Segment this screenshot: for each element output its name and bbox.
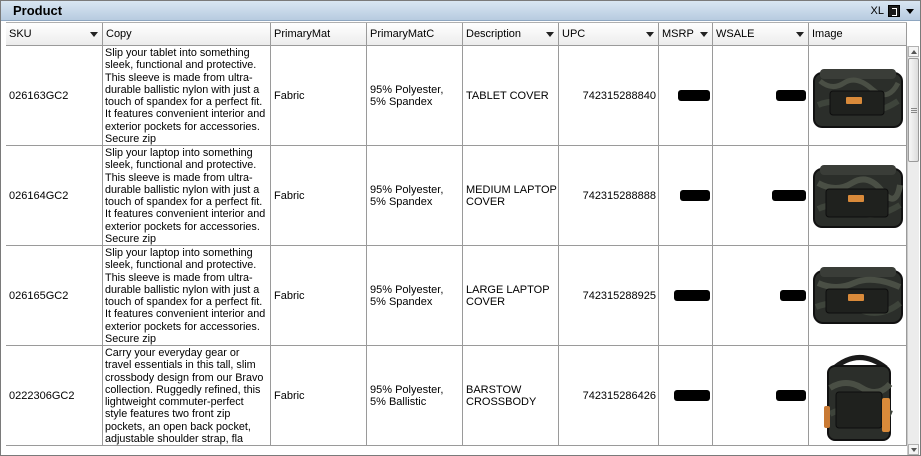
vertical-scrollbar[interactable]	[907, 46, 919, 455]
cell-sku[interactable]: 026165GC2	[6, 246, 103, 345]
cell-description[interactable]: MEDIUM LAPTOP COVER	[463, 146, 559, 245]
redaction-mark	[780, 290, 806, 301]
cell-copy[interactable]: Slip your laptop into something sleek, functional and protective. This sleeve is made from ultra-durable ballistic nylon with just a touch of spandex for a perfect fit. It features convenient interior and exterior pockets for accessories. Secure zip	[103, 146, 271, 245]
column-header-primarymatc[interactable]	[367, 23, 463, 46]
bag-photo	[812, 348, 904, 444]
cell-primarymatc[interactable]: 95% Polyester, 5% Spandex	[367, 146, 463, 245]
column-label: UPC	[562, 28, 586, 40]
redaction-mark	[680, 190, 710, 201]
table-row[interactable]	[6, 246, 907, 346]
column-header-copy[interactable]	[103, 23, 271, 46]
panel-titlebar	[1, 1, 920, 21]
cell-upc[interactable]: 742315288840	[559, 46, 659, 145]
table-row[interactable]	[6, 46, 907, 146]
column-label: SKU	[9, 28, 32, 40]
table-row[interactable]	[6, 346, 907, 446]
column-label: Image	[812, 28, 843, 40]
cell-copy[interactable]: Slip your tablet into something sleek, functional and protective. This sleeve is made from ultra-durable ballistic nylon with just a touch of spandex for a perfect fit. It features convenient interior and exterior pockets for accessories. Secure zip	[103, 46, 271, 145]
column-header-description[interactable]	[463, 23, 559, 46]
column-header-sku[interactable]	[6, 23, 103, 46]
cell-image[interactable]	[809, 46, 907, 145]
redaction-mark	[674, 390, 710, 401]
column-header-wsale[interactable]	[713, 23, 809, 46]
cell-sku[interactable]: 026163GC2	[6, 46, 103, 145]
sort-caret-icon[interactable]	[90, 32, 98, 37]
column-header-image[interactable]	[809, 23, 907, 46]
redaction-mark	[678, 90, 710, 101]
bag-photo	[812, 161, 904, 231]
cell-primarymatc[interactable]: 95% Polyester, 5% Spandex	[367, 46, 463, 145]
column-label: Copy	[106, 28, 132, 40]
grip-line	[911, 110, 917, 111]
grid-body	[6, 46, 907, 456]
cell-primarymat[interactable]: Fabric	[271, 346, 367, 445]
sort-caret-icon[interactable]	[646, 32, 654, 37]
cell-msrp[interactable]	[659, 246, 713, 345]
cell-image[interactable]	[809, 146, 907, 245]
cell-description[interactable]: BARSTOW CROSSBODY	[463, 346, 559, 445]
cell-upc[interactable]: 742315286426	[559, 346, 659, 445]
cell-primarymat[interactable]: Fabric	[271, 146, 367, 245]
cell-msrp[interactable]	[659, 46, 713, 145]
cell-wsale[interactable]	[713, 346, 809, 445]
column-label: Description	[466, 28, 522, 40]
table-row[interactable]	[6, 146, 907, 246]
export-icon[interactable]	[888, 5, 900, 17]
column-header-primarymat[interactable]	[271, 23, 367, 46]
cell-msrp[interactable]	[659, 346, 713, 445]
cell-primarymat[interactable]: Fabric	[271, 246, 367, 345]
scroll-up-icon[interactable]	[908, 46, 919, 57]
column-header-msrp[interactable]	[659, 23, 713, 46]
cell-sku[interactable]: 026164GC2	[6, 146, 103, 245]
cell-copy[interactable]: Slip your laptop into something sleek, functional and protective. This sleeve is made from ultra-durable ballistic nylon with just a touch of spandex for a perfect fit. It features convenient interior and exterior pockets for accessories. Secure zip	[103, 246, 271, 345]
column-label: WSALE	[716, 28, 755, 40]
cell-image[interactable]	[809, 346, 907, 445]
cell-primarymatc[interactable]: 95% Polyester, 5% Spandex	[367, 246, 463, 345]
chevron-down-icon[interactable]	[906, 9, 914, 14]
cell-msrp[interactable]	[659, 146, 713, 245]
scrollbar-thumb[interactable]	[908, 58, 919, 162]
column-label: MSRP	[662, 28, 694, 40]
redaction-mark	[776, 90, 806, 101]
cell-wsale[interactable]	[713, 146, 809, 245]
redaction-mark	[772, 190, 806, 201]
bag-photo	[812, 61, 904, 131]
cell-description[interactable]: LARGE LAPTOP COVER	[463, 246, 559, 345]
redaction-mark	[776, 390, 806, 401]
cell-primarymat[interactable]: Fabric	[271, 46, 367, 145]
grip-line	[911, 112, 917, 113]
bag-photo	[812, 261, 904, 331]
cell-upc[interactable]: 742315288888	[559, 146, 659, 245]
sort-caret-icon[interactable]	[796, 32, 804, 37]
scroll-down-icon[interactable]	[908, 444, 919, 455]
column-header-upc[interactable]	[559, 23, 659, 46]
cell-wsale[interactable]	[713, 246, 809, 345]
cell-upc[interactable]: 742315288925	[559, 246, 659, 345]
grid-header	[6, 22, 907, 46]
cell-sku[interactable]: 0222306GC2	[6, 346, 103, 445]
panel-title: Product	[13, 3, 63, 18]
cell-wsale[interactable]	[713, 46, 809, 145]
cell-image[interactable]	[809, 246, 907, 345]
cell-primarymatc[interactable]: 95% Polyester, 5% Ballistic	[367, 346, 463, 445]
cell-copy[interactable]: Carry your everyday gear or travel essentials in this tall, slim crossbody design from our Bravo collection. Ruggedly refined, this lightweight commuter-perfect style features two front zip pockets, an open back pocket, adjustable shoulder strap, fla	[103, 346, 271, 445]
export-excel-button[interactable]: XL	[870, 5, 884, 17]
cell-description[interactable]: TABLET COVER	[463, 46, 559, 145]
redaction-mark	[674, 290, 710, 301]
column-label: PrimaryMatC	[370, 28, 435, 40]
grip-line	[911, 108, 917, 109]
sort-caret-icon[interactable]	[700, 32, 708, 37]
column-label: PrimaryMat	[274, 28, 331, 40]
sort-caret-icon[interactable]	[546, 32, 554, 37]
